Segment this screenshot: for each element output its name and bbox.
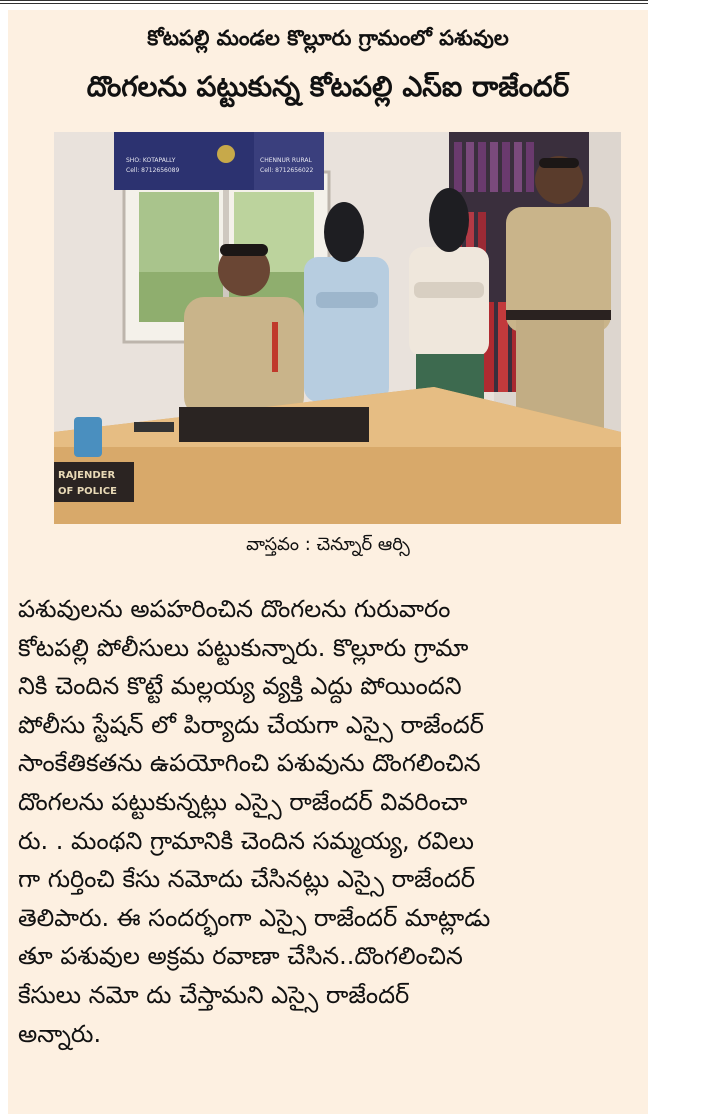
news-photo (54, 132, 621, 524)
board-left-line1: SHO: KOTAPALLY (126, 157, 176, 164)
body-line: దొంగలను పట్టుకున్నట్లు ఎస్సై రాజేందర్ వివరించా (18, 787, 468, 816)
body-line: తూ పశువుల అక్రమ రవాణా చేసిన..దొంగలించిన (18, 942, 463, 971)
desk-name-plate (54, 462, 134, 502)
body-line: సాంకేతికతను ఉపయోగించి పశువును దొంగలించిన (18, 749, 481, 778)
body-line: గా గుర్తించి కేసు నమోదు చేసినట్లు ఎస్సై రాజేందర్ (18, 865, 476, 894)
board-left-line2: Cell: 8712656089 (126, 167, 180, 174)
top-rule (0, 0, 648, 4)
article-body (18, 590, 638, 1053)
body-line: తెలిపారు. ఈ సందర్భంగా ఎస్సై రాజేందర్ మాట్లాడు (18, 903, 491, 932)
board-right-line2: Cell: 8712656022 (260, 167, 314, 174)
body-line: అన్నారు. (18, 1019, 102, 1048)
body-line: కేసులు నమో దు చేస్తామని ఎస్సై రాజేందర్ (18, 980, 410, 1009)
plate-line2: OF POLICE (58, 486, 117, 497)
plate-line1: RAJENDER (58, 470, 116, 481)
photo-credit: వాస్తవం : చెన్నూర్ ఆర్సి (246, 534, 410, 555)
body-line: కోటపల్లి పోలీసులు పట్టుకున్నారు. కొల్లూరు గ్రామా (18, 633, 469, 662)
news-clipping (8, 10, 648, 1114)
body-line: పశువులను అపహరించిన దొంగలను గురువారం (18, 595, 451, 623)
main-headline: దొంగలను పట్టుకున్న కోటపల్లి ఎస్ఐ రాజేందర్ (86, 70, 570, 103)
body-line: నికి చెందిన కొట్టే మల్లయ్య వ్యక్తి ఎద్దు పోయిందని (18, 672, 462, 701)
board-right-line1: CHENNUR RURAL (260, 157, 312, 164)
kicker-headline: కోటపల్లి మండల కొల్లూరు గ్రామంలో పశువుల (147, 26, 509, 50)
name-board (114, 132, 324, 190)
body-line: పోలీసు స్టేషన్ లో పిర్యాదు చేయగా ఎస్సై రాజేందర్ (18, 710, 484, 739)
body-line: రు. . మంథని గ్రామానికి చెందిన సమ్మయ్య, రవిలు (18, 826, 474, 855)
